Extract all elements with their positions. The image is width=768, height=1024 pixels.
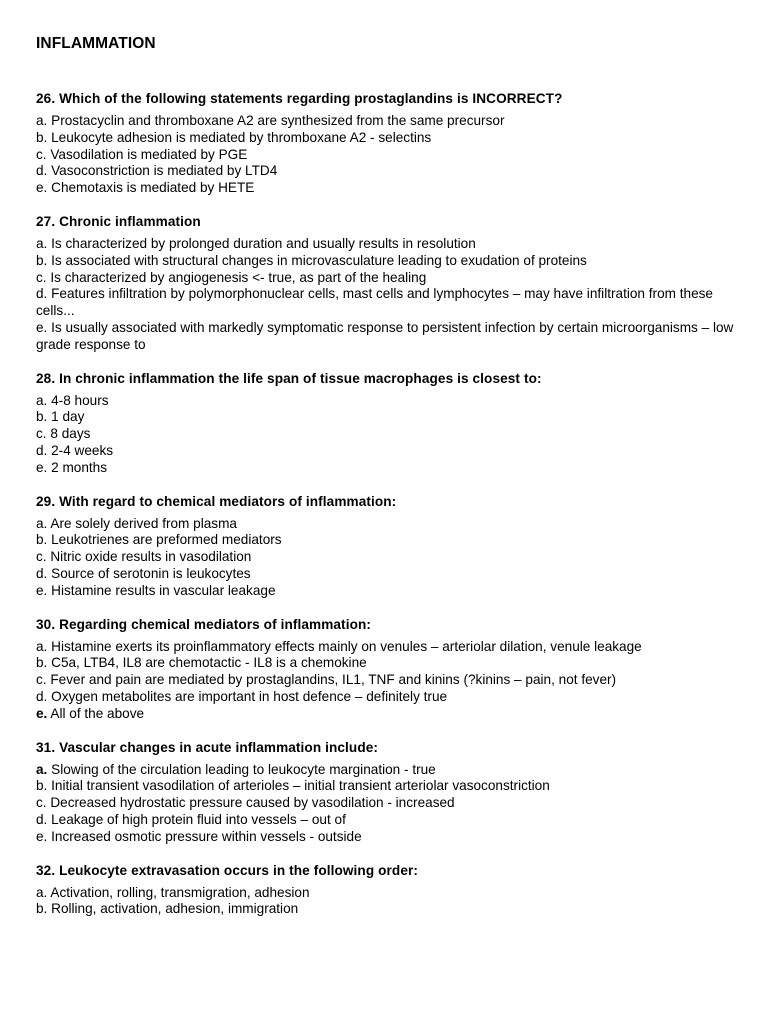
option-text: Leakage of high protein fluid into vessels – out of — [51, 811, 346, 827]
option-text: 2-4 weeks — [51, 442, 114, 458]
option-letter: b. — [36, 129, 48, 145]
option-letter: a. — [36, 113, 48, 128]
answer-option — [36, 762, 736, 779]
question-block — [36, 370, 736, 477]
option-text: Slowing of the circulation leading to leukocyte margination - true — [51, 761, 436, 777]
answer-option — [36, 460, 736, 477]
option-text: 4-8 hours — [51, 392, 109, 408]
option-text: Oxygen metabolites are important in host defence – definitely true — [51, 688, 448, 704]
answer-option — [36, 393, 736, 410]
option-text: Fever and pain are mediated by prostaglandins, IL1, TNF and kinins (?kinins – pain, not fever) — [50, 672, 617, 688]
option-list — [36, 393, 736, 477]
option-letter: b. — [36, 778, 48, 794]
answer-option — [36, 286, 736, 320]
answer-option — [36, 812, 736, 829]
answer-option — [36, 829, 736, 846]
option-list — [36, 113, 736, 197]
question-heading: 26. Which of the following statements regarding prostaglandins is INCORRECT? — [36, 91, 563, 106]
page-title: INFLAMMATION — [36, 35, 156, 52]
question-block — [36, 739, 736, 846]
option-text: Is usually associated with markedly symptomatic response to persistent infection by certain microorganisms – low grade response to — [36, 319, 734, 352]
answer-option — [36, 113, 736, 130]
option-letter: a. — [36, 884, 48, 900]
option-text: Chemotaxis is mediated by HETE — [51, 180, 255, 196]
option-text: Are solely derived from plasma — [50, 515, 237, 531]
option-list — [36, 639, 736, 723]
answer-option — [36, 130, 736, 147]
question-list — [36, 90, 736, 918]
answer-option — [36, 655, 736, 672]
answer-option — [36, 253, 736, 270]
option-letter: e. — [36, 180, 48, 196]
answer-option — [36, 549, 736, 566]
answer-option — [36, 583, 736, 600]
option-letter: e. — [36, 459, 48, 475]
option-letter: d. — [36, 811, 48, 827]
option-text: C5a, LTB4, IL8 are chemotactic - IL8 is a chemokine — [51, 655, 367, 671]
answer-option — [36, 672, 736, 689]
option-letter: c. — [36, 672, 47, 688]
answer-option — [36, 426, 736, 443]
answer-option — [36, 639, 736, 656]
option-text: Histamine results in vascular leakage — [51, 582, 276, 598]
answer-option — [36, 795, 736, 812]
option-list — [36, 236, 736, 354]
answer-option — [36, 236, 736, 253]
option-letter: d. — [36, 688, 48, 704]
question-heading: 28. In chronic inflammation the life span of tissue macrophages is closest to: — [36, 370, 542, 386]
answer-option — [36, 270, 736, 287]
answer-option — [36, 532, 736, 549]
option-text: Features infiltration by polymorphonuclear cells, mast cells and lymphocytes – may have infiltration from these cells... — [36, 286, 713, 319]
option-text: All of the above — [50, 705, 145, 721]
option-text: Source of serotonin is leukocytes — [51, 565, 251, 581]
question-heading: 31. Vascular changes in acute inflammation include: — [36, 739, 379, 755]
question-block — [36, 213, 736, 354]
option-text: Leukocyte adhesion is mediated by thromboxane A2 - selectins — [51, 129, 432, 145]
option-letter: c. — [36, 549, 47, 565]
option-text: Rolling, activation, adhesion, immigration — [51, 901, 299, 917]
answer-option — [36, 320, 736, 354]
option-letter: c. — [36, 146, 47, 162]
answer-option — [36, 885, 736, 902]
answer-option — [36, 706, 736, 723]
question-heading: 32. Leukocyte extravasation occurs in the following order: — [36, 862, 418, 878]
option-letter: b. — [36, 252, 48, 268]
option-text: Histamine exerts its proinflammatory effects mainly on venules – arteriolar dilation, venule leakage — [51, 638, 642, 654]
option-letter: e. — [36, 828, 48, 844]
answer-option — [36, 409, 736, 426]
option-text: 1 day — [51, 409, 85, 425]
option-text: Vasodilation is mediated by PGE — [50, 146, 248, 162]
option-letter: a. — [36, 235, 48, 251]
question-block — [36, 90, 736, 197]
answer-option — [36, 443, 736, 460]
answer-option — [36, 778, 736, 795]
option-letter: a. — [36, 392, 48, 408]
question-block — [36, 616, 736, 723]
question-heading: 30. Regarding chemical mediators of inflammation: — [36, 616, 371, 632]
option-letter: c. — [36, 795, 47, 811]
option-text: Increased osmotic pressure within vessels - outside — [51, 828, 362, 844]
question-heading: 27. Chronic inflammation — [36, 213, 201, 229]
option-letter: d. — [36, 565, 48, 581]
option-text: Is characterized by angiogenesis <- true, as part of the healing — [50, 269, 427, 285]
option-letter: d. — [36, 163, 48, 179]
answer-option — [36, 689, 736, 706]
question-heading: 29. With regard to chemical mediators of inflammation: — [36, 493, 397, 509]
option-letter: a. — [36, 761, 48, 777]
option-letter: a. — [36, 638, 48, 654]
option-text: Vasoconstriction is mediated by LTD4 — [51, 163, 278, 179]
option-text: 8 days — [50, 426, 91, 442]
answer-option — [36, 516, 736, 533]
option-letter: b. — [36, 409, 48, 425]
answer-option — [36, 147, 736, 164]
answer-option — [36, 901, 736, 918]
option-text: Leukotrienes are preformed mediators — [51, 532, 282, 548]
option-letter: a. — [36, 515, 48, 531]
question-block — [36, 493, 736, 600]
option-letter: b. — [36, 901, 48, 917]
option-letter: b. — [36, 532, 48, 548]
option-text: Activation, rolling, transmigration, adhesion — [50, 884, 310, 900]
option-text: Initial transient vasodilation of arterioles – initial transient arteriolar vasoconstriction — [51, 778, 550, 794]
answer-option — [36, 566, 736, 583]
option-letter: c. — [36, 426, 47, 442]
document-page — [36, 34, 736, 934]
option-text: Is characterized by prolonged duration and usually results in resolution — [51, 235, 476, 251]
option-letter: c. — [36, 269, 47, 285]
option-list — [36, 762, 736, 846]
option-list — [36, 516, 736, 600]
option-text: Prostacyclin and thromboxane A2 are synthesized from the same precursor — [51, 113, 505, 128]
option-letter: e. — [36, 319, 48, 335]
option-list — [36, 885, 736, 919]
answer-option — [36, 163, 736, 180]
option-text: Is associated with structural changes in microvasculature leading to exudation of proteins — [51, 252, 587, 268]
option-text: 2 months — [51, 459, 108, 475]
option-letter: b. — [36, 655, 48, 671]
option-letter: e. — [36, 705, 48, 721]
question-block — [36, 862, 736, 919]
answer-option — [36, 180, 736, 197]
option-text: Nitric oxide results in vasodilation — [50, 549, 252, 565]
option-letter: d. — [36, 286, 48, 302]
option-letter: d. — [36, 442, 48, 458]
option-letter: e. — [36, 582, 48, 598]
option-text: Decreased hydrostatic pressure caused by vasodilation - increased — [50, 795, 455, 811]
